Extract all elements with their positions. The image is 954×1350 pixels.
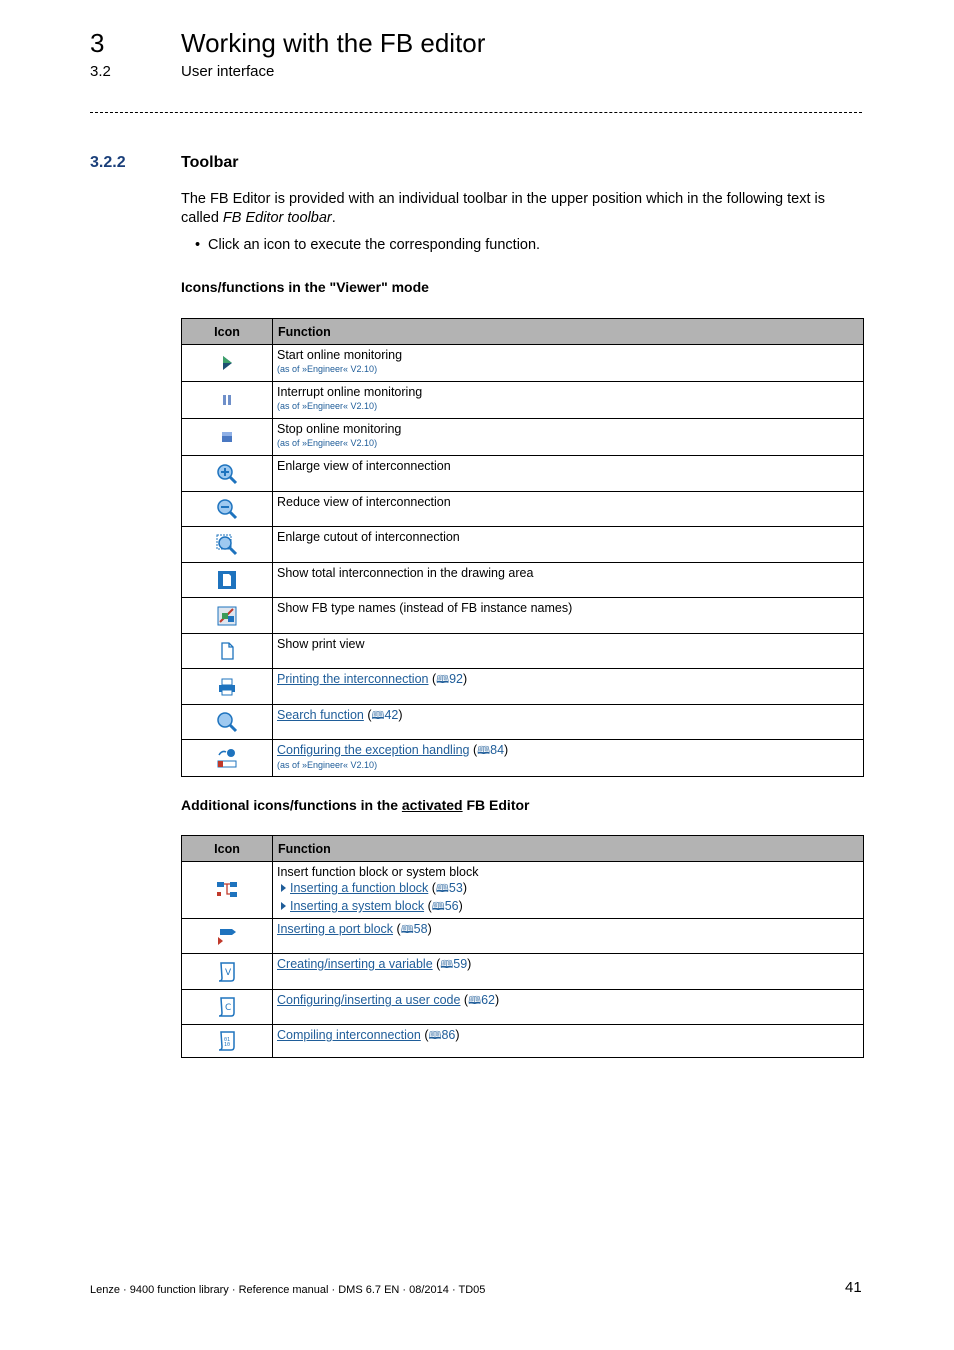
fit-page-icon[interactable]	[182, 563, 273, 598]
sub-link[interactable]: Inserting a system block	[290, 899, 425, 913]
print-icon[interactable]	[182, 669, 273, 705]
table-row	[182, 634, 864, 669]
type-names-icon[interactable]	[182, 598, 273, 634]
ref-close: )	[504, 743, 509, 757]
port-block-icon[interactable]	[182, 919, 273, 954]
function-link[interactable]: Configuring the exception handling	[277, 743, 470, 757]
ref-close: )	[455, 1028, 460, 1042]
book-icon: 🕮	[428, 1030, 442, 1042]
sub-link[interactable]: Inserting a function block	[290, 881, 429, 895]
ref-close: )	[462, 881, 467, 895]
ref-open: (	[432, 957, 441, 971]
function-label: Insert function block or system block	[277, 865, 479, 879]
ref-open: (	[428, 881, 436, 895]
page-number: 41	[845, 1279, 862, 1296]
table-header-row	[182, 319, 864, 345]
triangle-bullet-icon	[281, 884, 286, 892]
table-row	[182, 492, 864, 527]
fit-page-icon-glyph	[217, 570, 237, 590]
function-cell	[273, 634, 864, 669]
intro-end: .	[331, 210, 336, 226]
editor-heading-start: Additional icons/functions in the	[181, 797, 402, 813]
version-note: (as of »Engineer« V2.10)	[277, 438, 378, 448]
function-link[interactable]: Search function	[277, 708, 364, 722]
subsection-number: 3.2.2	[90, 154, 126, 171]
table-row	[182, 954, 864, 990]
print-view-icon[interactable]	[182, 634, 273, 669]
table-row	[182, 419, 864, 456]
bullet-dot: •	[195, 237, 201, 253]
type-names-icon-glyph	[217, 606, 237, 626]
book-icon: 🕮	[400, 924, 414, 936]
function-link-line	[277, 921, 858, 938]
print-view-icon-glyph	[218, 642, 236, 660]
variable-icon-glyph	[216, 961, 238, 983]
book-icon: 🕮	[440, 959, 454, 971]
function-cell	[273, 1025, 864, 1058]
function-link-line	[277, 671, 858, 688]
version-note: (as of »Engineer« V2.10)	[277, 401, 378, 411]
zoom-out-icon[interactable]	[182, 492, 273, 527]
ref-open: (	[363, 708, 372, 722]
page-ref: 59	[453, 957, 468, 971]
svg-text:10: 10	[224, 1042, 231, 1048]
function-link[interactable]: Compiling interconnection	[277, 1028, 421, 1042]
function-cell	[273, 990, 864, 1025]
page-ref: 58	[413, 922, 428, 936]
triangle-bullet-icon	[281, 902, 286, 910]
header-function: Function	[273, 836, 864, 862]
user-code-icon-glyph	[216, 996, 238, 1018]
page-ref: 84	[490, 743, 505, 757]
compile-icon[interactable]	[182, 1025, 273, 1058]
compile-icon-glyph	[216, 1030, 238, 1052]
function-label: Show total interconnection in the drawing area	[277, 566, 534, 580]
header-function: Function	[273, 319, 864, 345]
table-row	[182, 527, 864, 563]
zoom-in-icon[interactable]	[182, 456, 273, 492]
pause-icon[interactable]	[182, 382, 273, 419]
function-cell	[273, 527, 864, 563]
zoom-cutout-icon-glyph	[216, 534, 238, 556]
function-cell	[273, 345, 864, 382]
function-label: Enlarge view of interconnection	[277, 459, 451, 473]
stop-icon[interactable]	[182, 419, 273, 456]
insert-block-icon[interactable]	[182, 862, 273, 919]
exception-icon[interactable]	[182, 740, 273, 777]
editor-heading-end: FB Editor	[462, 797, 530, 813]
svg-text:C: C	[225, 1003, 232, 1013]
book-icon: 🕮	[468, 995, 482, 1007]
function-link-line	[277, 956, 858, 973]
section-title: User interface	[181, 63, 275, 80]
function-label: Show print view	[277, 637, 365, 651]
page-ref: 62	[481, 993, 495, 1007]
play-icon[interactable]	[182, 345, 273, 382]
book-icon: 🕮	[435, 883, 449, 895]
svg-text:V: V	[225, 967, 232, 978]
function-link[interactable]: Printing the interconnection	[277, 672, 429, 686]
footer-text: Lenze · 9400 function library · Reference manual · DMS 6.7 EN · 08/2014 · TD05	[90, 1284, 486, 1296]
editor-heading-underlined: activated	[401, 797, 463, 813]
function-cell	[273, 563, 864, 598]
subsection-title: Toolbar	[181, 154, 239, 171]
function-cell	[273, 669, 864, 705]
function-cell	[273, 419, 864, 456]
table-row	[182, 598, 864, 634]
function-cell	[273, 954, 864, 990]
table-row	[182, 990, 864, 1025]
table-row	[182, 456, 864, 492]
function-label: Start online monitoring	[277, 348, 403, 362]
table-row	[182, 1025, 864, 1058]
function-cell	[273, 382, 864, 419]
table-row	[182, 919, 864, 954]
function-link-line	[277, 992, 858, 1009]
version-note: (as of »Engineer« V2.10)	[277, 364, 378, 374]
book-icon: 🕮	[436, 674, 450, 686]
sub-link-line	[277, 898, 858, 916]
zoom-in-icon-glyph	[216, 463, 238, 485]
chapter-number: 3	[90, 28, 105, 58]
table-header-row	[182, 836, 864, 862]
book-icon: 🕮	[477, 745, 491, 757]
table-row	[182, 669, 864, 705]
function-cell	[273, 492, 864, 527]
table-row	[182, 862, 864, 919]
function-cell	[273, 456, 864, 492]
function-cell	[273, 862, 864, 919]
insert-block-icon-glyph	[216, 880, 238, 900]
ref-open: (	[424, 899, 432, 913]
function-link[interactable]: Creating/inserting a variable	[277, 957, 433, 971]
variable-icon[interactable]	[182, 954, 273, 990]
search-icon-glyph	[216, 711, 238, 733]
zoom-cutout-icon[interactable]	[182, 527, 273, 563]
function-link-line	[277, 742, 858, 759]
page-ref: 42	[384, 708, 399, 722]
function-cell	[273, 598, 864, 634]
function-cell	[273, 919, 864, 954]
function-label: Stop online monitoring	[277, 422, 402, 436]
function-link[interactable]: Configuring/inserting a user code	[277, 993, 461, 1007]
editor-icons-table	[181, 835, 864, 1058]
exception-icon-glyph	[216, 747, 238, 769]
header-icon: Icon	[182, 319, 273, 345]
ref-open: (	[428, 672, 437, 686]
table-row	[182, 563, 864, 598]
function-label: Reduce view of interconnection	[277, 495, 451, 509]
page-ref: 86	[441, 1028, 456, 1042]
book-icon: 🕮	[371, 710, 385, 722]
port-block-icon-glyph	[216, 926, 238, 946]
intro-italic: FB Editor toolbar	[222, 210, 332, 226]
ref-open: (	[393, 922, 401, 936]
intro-text: The FB Editor is provided with an individual toolbar in the upper position which in the following text is called	[181, 191, 825, 226]
ref-close: )	[398, 708, 403, 722]
intro-paragraph	[181, 190, 865, 228]
user-code-icon[interactable]	[182, 990, 273, 1025]
print-icon-glyph	[217, 677, 237, 697]
table-row	[182, 705, 864, 740]
function-label: Enlarge cutout of interconnection	[277, 530, 460, 544]
sub-link-line	[277, 880, 858, 898]
pause-icon-glyph	[218, 391, 236, 409]
editor-heading	[181, 797, 529, 813]
function-link-line	[277, 1027, 858, 1044]
ref-open: (	[469, 743, 478, 757]
section-number: 3.2	[90, 63, 111, 80]
ref-close: )	[458, 899, 463, 913]
version-note: (as of »Engineer« V2.10)	[277, 760, 378, 770]
viewer-icons-table	[181, 318, 864, 777]
ref-open: (	[460, 993, 469, 1007]
function-link-line	[277, 707, 858, 724]
chapter-title: Working with the FB editor	[181, 28, 486, 58]
bullet-text: Click an icon to execute the corresponding function.	[208, 237, 541, 253]
svg-text:01: 01	[224, 1037, 231, 1043]
zoom-out-icon-glyph	[216, 498, 238, 520]
page-ref: 92	[449, 672, 464, 686]
function-link[interactable]: Inserting a port block	[277, 922, 394, 936]
play-icon-glyph	[218, 354, 236, 372]
table-row	[182, 382, 864, 419]
function-label: Interrupt online monitoring	[277, 385, 423, 399]
stop-icon-glyph	[218, 428, 236, 446]
book-icon: 🕮	[431, 901, 445, 913]
header-icon: Icon	[182, 836, 273, 862]
header-divider	[90, 112, 862, 113]
ref-close: )	[463, 672, 468, 686]
viewer-heading: Icons/functions in the "Viewer" mode	[181, 279, 429, 295]
ref-close: )	[467, 957, 472, 971]
function-label: Show FB type names (instead of FB instance names)	[277, 601, 573, 615]
function-cell	[273, 705, 864, 740]
search-icon[interactable]	[182, 705, 273, 740]
ref-close: )	[494, 993, 500, 1007]
ref-close: )	[427, 922, 432, 936]
table-row	[182, 345, 864, 382]
page-ref: 56	[444, 899, 459, 913]
function-cell	[273, 740, 864, 777]
ref-open: (	[420, 1028, 429, 1042]
table-row	[182, 740, 864, 777]
page-ref: 53	[448, 881, 463, 895]
